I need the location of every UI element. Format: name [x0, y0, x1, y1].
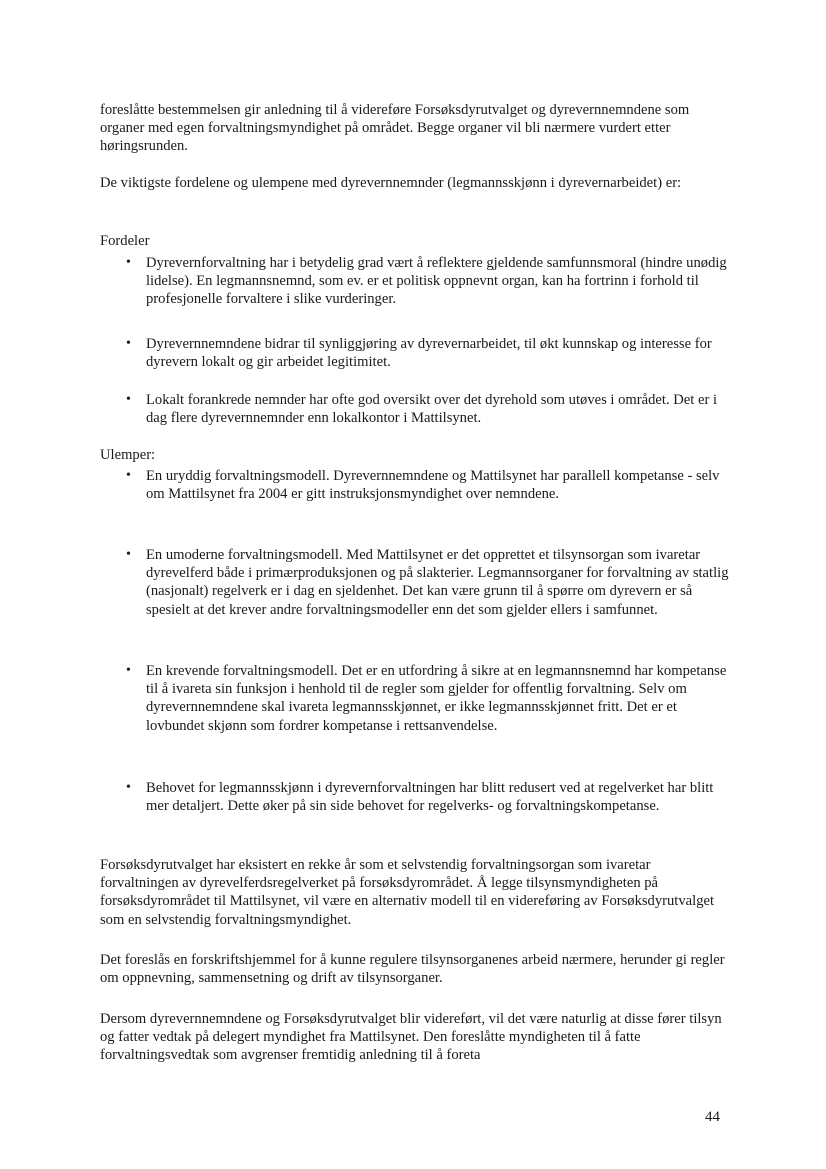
list-item — [100, 662, 730, 735]
list-item-text: Lokalt forankrede nemnder har ofte god oversikt over det dyrehold som utøves i området. Det er i dag flere dyrevernnemnder enn lokalkontor i Mattilsynet. — [146, 392, 718, 427]
list-item — [100, 779, 730, 815]
list-item — [100, 391, 730, 427]
bullet-icon: • — [126, 663, 131, 678]
heading-text: Ulemper: — [100, 447, 156, 463]
page-number: 44 — [705, 1109, 720, 1125]
paragraph-overview — [100, 174, 730, 192]
paragraph-text: foreslåtte bestemmelsen gir anledning til å videreføre Forsøksdyrutvalget og dyrevernnemndene som organer med egen forvaltningsmyndighet på området. Begge organer vil bli nærmere vurdert etter høringsrunden. — [100, 102, 690, 155]
list-item-text: Dyrevernforvaltning har i betydelig grad vært å reflektere gjeldende samfunnsmoral (hindre unødig lidelse). En legmannsnemnd, som ev. er et politisk oppnevnt organ, kan ha fortrinn i forhold til profesjonelle forvaltere i slike vurderinger. — [146, 255, 727, 308]
list-item-text: Behovet for legmannsskjønn i dyrevernforvaltningen har blitt redusert ved at regelverket har blitt mer detaljert. Dette øker på sin side behovet for regelverks- og forvaltningskompetanse. — [146, 780, 714, 815]
list-item-text: En krevende forvaltningsmodell. Det er en utfordring å sikre at en legmannsnemnd har kompetanse til å ivareta sin funksjon i henhold til de regler som gjelder for offentlig forvaltning. Selv om dyrevernnemndene skal ivareta legmannsskjønnet, er ikke legmannsskjønnet fritt. Det er et lovbundet skjønn som fordrer kompetanse i rettsanvendelse. — [146, 663, 727, 734]
paragraph-forskriftshjemmel — [100, 951, 730, 987]
list-item-text: En umoderne forvaltningsmodell. Med Mattilsynet er det opprettet et tilsynsorgan som ivaretar dyrevelferd både i primærproduksjonen og på slakterier. Legmannsorganer for forvaltning av statlig (nasjonalt) regelverk er i dag en sjeldenhet. Det kan være grunn til å spørre om dyrevern er så spesielt at det krever andre forvaltningsmodeller enn det som gjelder ellers i samfunnet. — [146, 547, 729, 618]
bullet-icon: • — [126, 336, 131, 351]
list-item — [100, 467, 730, 503]
bullet-icon: • — [126, 468, 131, 483]
paragraph-text: Det foreslås en forskriftshjemmel for å kunne regulere tilsynsorganenes arbeid nærmere, herunder gi regler om oppnevning, sammensetning og drift av tilsynsorganer. — [100, 952, 725, 987]
paragraph-intro — [100, 101, 730, 156]
paragraph-text: Forsøksdyrutvalget har eksistert en rekke år som et selvstendig forvaltningsorgan som ivaretar forvaltningen av dyrevelferdsregelverket på forsøksdyrområdet. Å legge tilsynsmyndigheten på forsøksdyrområdet til Mattilsynet, vil være en alternativ modell til en videreføring av Forsøksdyrutvalget som en selvstendig forvaltningsmyndighet. — [100, 857, 715, 928]
list-item — [100, 546, 730, 619]
heading-text: Fordeler — [100, 233, 150, 249]
bullet-icon: • — [126, 392, 131, 407]
list-item — [100, 335, 730, 371]
section-heading-ulemper — [100, 446, 730, 464]
paragraph-delegert-myndighet — [100, 1010, 730, 1065]
list-item-text: En uryddig forvaltningsmodell. Dyrevernnemndene og Mattilsynet har parallell kompetanse - selv om Mattilsynet fra 2004 er gitt instruksjonsmyndighet over nemndene. — [146, 468, 720, 503]
bullet-icon: • — [126, 547, 131, 562]
list-item-text: Dyrevernnemndene bidrar til synliggjøring av dyrevernarbeidet, til økt kunnskap og interesse for dyrevern lokalt og gir arbeidet legitimitet. — [146, 336, 712, 371]
list-item — [100, 254, 730, 309]
paragraph-text: Dersom dyrevernnemndene og Forsøksdyrutvalget blir videreført, vil det være naturlig at disse fører tilsyn og fatter vedtak på delegert myndighet fra Mattilsynet. Den foreslåtte myndigheten til å fatte forvaltningsvedtak som avgrenser fremtidig anledning til å foreta — [100, 1011, 722, 1064]
paragraph-text: De viktigste fordelene og ulempene med dyrevernnemnder (legmannsskjønn i dyrevernarbeidet) er: — [100, 175, 682, 191]
section-heading-fordeler — [100, 232, 730, 250]
bullet-icon: • — [126, 255, 131, 270]
bullet-icon: • — [126, 780, 131, 795]
paragraph-forsoksdyrutvalget — [100, 856, 730, 929]
